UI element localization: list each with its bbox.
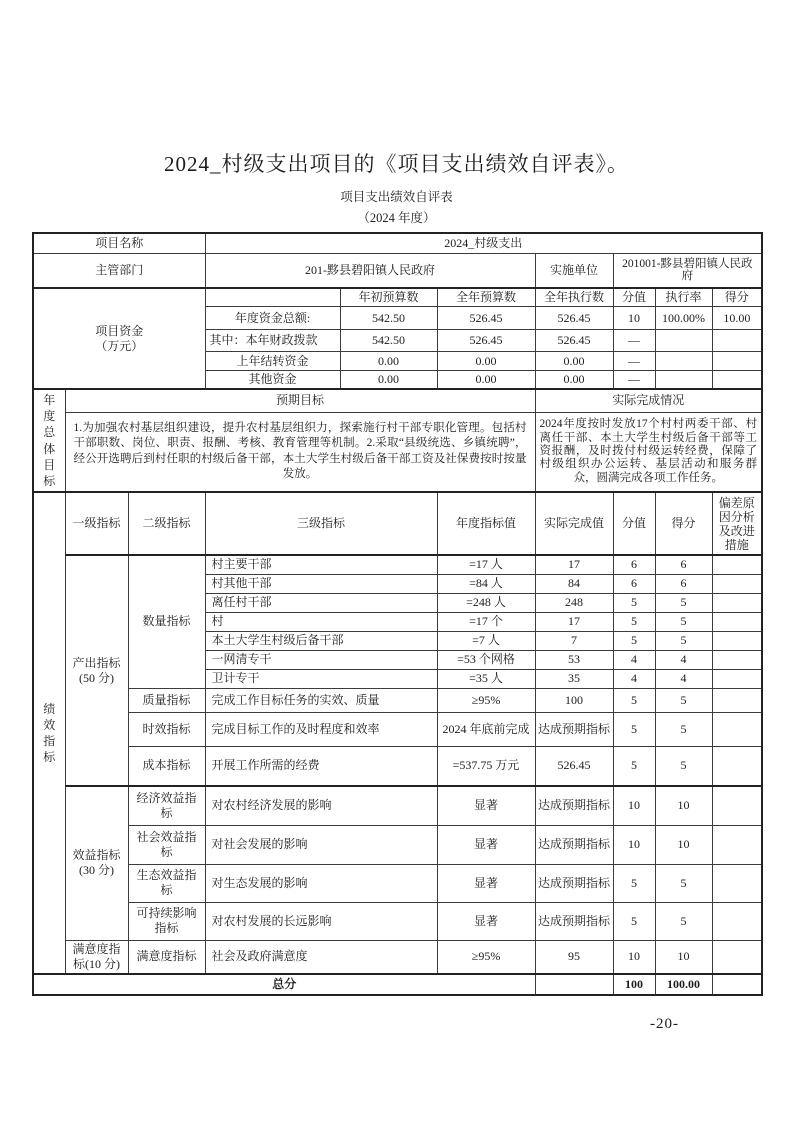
indicator-row: [33, 688, 762, 712]
funding-executed: 0.00: [535, 371, 613, 390]
score: 5: [655, 688, 712, 712]
funding-rate: [655, 352, 712, 371]
funding-section-label: [33, 288, 205, 389]
level3: 本土大学生村级后备干部: [205, 631, 437, 650]
deviation-cell: [712, 574, 762, 593]
weight: 10: [613, 825, 655, 864]
weight: 5: [613, 746, 655, 786]
level3: 村主要干部: [205, 555, 437, 574]
impl-unit-value: 201001-黟县碧阳镇人民政府: [613, 253, 762, 288]
deviation-cell: [712, 650, 762, 669]
funding-executed: 526.45: [535, 330, 613, 352]
document-heading: 2024_村级支出项目的《项目支出绩效自评表》。: [164, 152, 629, 176]
level3: 离任村干部: [205, 593, 437, 612]
funding-header-blank: [205, 288, 340, 307]
col-weight: 分值: [613, 492, 655, 555]
weight: 5: [613, 612, 655, 631]
funding-budget: 0.00: [437, 352, 535, 371]
indicator-row: [33, 746, 762, 786]
col-deviation: 偏差原因分析及改进措施: [712, 492, 762, 555]
weight: 10: [613, 786, 655, 825]
expected-goal-text: 1.为加强农村基层组织建设，提升农村基层组织力，探索施行村干部专职化管理。包括村干部职数、岗位、职责、报酬、考核、教育管理等机制。2.采取“县级统选、乡镇统聘”，经公开选聘后到村任职的村级后备干部，本土大学生村级后备干部工资及社保费按时按量发放。: [65, 412, 535, 492]
funding-row-label: 年度资金总额:: [205, 307, 340, 330]
weight: 5: [613, 631, 655, 650]
funding-rate: [655, 330, 712, 352]
indicator-row: [33, 902, 762, 940]
level3: 对农村发展的长远影响: [205, 902, 437, 940]
actual-value: 达成预期指标: [535, 712, 613, 746]
weight: 4: [613, 669, 655, 688]
level2-social: 社会效益指 标: [128, 825, 205, 864]
deviation-cell: [712, 825, 762, 864]
funding-score: [712, 371, 762, 390]
indicator-row: [33, 786, 762, 825]
deviation-cell: [712, 746, 762, 786]
level3: 卫计专干: [205, 669, 437, 688]
annual-goal-side-label: 年度总体目标: [33, 389, 65, 492]
total-score: 100.00: [655, 974, 712, 995]
score: 5: [655, 631, 712, 650]
target-value: =35 人: [437, 669, 535, 688]
funding-score: 10.00: [712, 307, 762, 330]
level2-sustainable: 可持续影响 指标: [128, 902, 205, 940]
funding-initial: 542.50: [340, 330, 437, 352]
indicator-row: [33, 864, 762, 902]
score: 5: [655, 712, 712, 746]
funding-label-line1: 项目资金: [95, 323, 144, 338]
actual-value: 达成预期指标: [535, 786, 613, 825]
target-value: =84 人: [437, 574, 535, 593]
weight: 5: [613, 688, 655, 712]
col-level3: 三级指标: [205, 492, 437, 555]
target-value: 2024 年底前完成: [437, 712, 535, 746]
level2-quality: 质量指标: [128, 688, 205, 712]
score: 10: [655, 786, 712, 825]
actual-value: 达成预期指标: [535, 864, 613, 902]
level2-satisfaction: 满意度指标: [128, 940, 205, 974]
target-value: =17 人: [437, 555, 535, 574]
level2-quantity: 数量指标: [128, 555, 205, 688]
funding-budget: 526.45: [437, 330, 535, 352]
dept-value: 201-黟县碧阳镇人民政府: [205, 253, 535, 288]
weight: 5: [613, 864, 655, 902]
funding-weight: —: [613, 352, 655, 371]
project-name-label: 项目名称: [33, 233, 205, 253]
level2-timeliness: 时效指标: [128, 712, 205, 746]
indicator-row: [33, 825, 762, 864]
target-value: =7 人: [437, 631, 535, 650]
target-value: 显著: [437, 864, 535, 902]
col-actual: 实际完成值: [535, 492, 613, 555]
funding-col-weight: 分值: [613, 288, 655, 307]
funding-rate: [655, 371, 712, 390]
deviation-cell: [712, 712, 762, 746]
deviation-cell: [712, 786, 762, 825]
col-level2: 二级指标: [128, 492, 205, 555]
funding-budget: 0.00: [437, 371, 535, 390]
actual-value: 达成预期指标: [535, 825, 613, 864]
actual-value: 7: [535, 631, 613, 650]
weight: 10: [613, 940, 655, 974]
funding-row-label: 其他资金: [205, 371, 340, 390]
col-target: 年度指标值: [437, 492, 535, 555]
actual-completion-text: 2024年度按时发放17个村村两委干部、村离任干部、本土大学生村级后备干部等工资报酬，及时拨付村级运转经费，保障了村级组织办公运转、基层活动和服务群众，圆满完成各项工作任务。: [535, 412, 762, 492]
target-value: 显著: [437, 786, 535, 825]
weight: 4: [613, 650, 655, 669]
score: 4: [655, 669, 712, 688]
target-value: ≥95%: [437, 940, 535, 974]
total-label: 总分: [33, 974, 535, 995]
score: 4: [655, 650, 712, 669]
level1-output: 产出指标 (50 分): [65, 555, 128, 786]
indicator-row: [33, 940, 762, 974]
actual-value: 17: [535, 612, 613, 631]
total-row: [33, 974, 762, 995]
target-value: =248 人: [437, 593, 535, 612]
funding-initial: 0.00: [340, 352, 437, 371]
total-actual-blank: [535, 974, 613, 995]
funding-col-year-executed: 全年执行数: [535, 288, 613, 307]
impl-unit-label: 实施单位: [535, 253, 613, 288]
self-evaluation-table: [32, 232, 763, 996]
score: 6: [655, 555, 712, 574]
col-score: 得分: [655, 492, 712, 555]
level3: 社会及政府满意度: [205, 940, 437, 974]
level3: 开展工作所需的经费: [205, 746, 437, 786]
level3: 完成目标工作的及时程度和效率: [205, 712, 437, 746]
page-number: -20-: [650, 1016, 679, 1032]
score: 10: [655, 940, 712, 974]
dept-label: 主管部门: [33, 253, 205, 288]
actual-value: 84: [535, 574, 613, 593]
form-year: （2024 年度）: [357, 211, 436, 225]
actual-value: 248: [535, 593, 613, 612]
weight: 6: [613, 574, 655, 593]
deviation-cell: [712, 688, 762, 712]
level3: 村: [205, 612, 437, 631]
funding-weight: —: [613, 330, 655, 352]
actual-value: 53: [535, 650, 613, 669]
actual-value: 17: [535, 555, 613, 574]
indicator-row: [33, 555, 762, 574]
funding-row-label: 其中：本年财政拨款: [205, 330, 340, 352]
deviation-cell: [712, 902, 762, 940]
funding-rate: 100.00%: [655, 307, 712, 330]
score: 6: [655, 574, 712, 593]
col-level1: 一级指标: [65, 492, 128, 555]
target-value: 显著: [437, 825, 535, 864]
funding-col-year-budget: 全年预算数: [437, 288, 535, 307]
funding-weight: —: [613, 371, 655, 390]
score: 5: [655, 746, 712, 786]
form-title: 项目支出绩效自评表: [340, 190, 453, 204]
weight: 6: [613, 555, 655, 574]
level3: 对生态发展的影响: [205, 864, 437, 902]
performance-side-label: 绩效指标: [33, 492, 65, 974]
funding-weight: 10: [613, 307, 655, 330]
funding-executed: 0.00: [535, 352, 613, 371]
actual-value: 达成预期指标: [535, 902, 613, 940]
level2-cost: 成本指标: [128, 746, 205, 786]
target-value: =17 个: [437, 612, 535, 631]
level3: 对农村经济发展的影响: [205, 786, 437, 825]
score: 5: [655, 612, 712, 631]
target-value: 显著: [437, 902, 535, 940]
level1-satisfaction: 满意度指 标(10 分): [65, 940, 128, 974]
level1-benefit: 效益指标 (30 分): [65, 786, 128, 940]
score: 5: [655, 593, 712, 612]
deviation-cell: [712, 940, 762, 974]
project-name-value: 2024_村级支出: [205, 233, 762, 253]
target-value: =537.75 万元: [437, 746, 535, 786]
funding-score: [712, 330, 762, 352]
deviation-cell: [712, 612, 762, 631]
funding-initial: 0.00: [340, 371, 437, 390]
funding-executed: 526.45: [535, 307, 613, 330]
funding-budget: 526.45: [437, 307, 535, 330]
actual-value: 35: [535, 669, 613, 688]
level3: 一网清专干: [205, 650, 437, 669]
funding-initial: 542.50: [340, 307, 437, 330]
funding-row-label: 上年结转资金: [205, 352, 340, 371]
expected-goal-header: 预期目标: [65, 389, 535, 412]
level2-ecological: 生态效益指 标: [128, 864, 205, 902]
deviation-cell: [712, 555, 762, 574]
funding-score: [712, 352, 762, 371]
total-weight: 100: [613, 974, 655, 995]
indicator-row: [33, 712, 762, 746]
weight: 5: [613, 902, 655, 940]
level2-economic: 经济效益指 标: [128, 786, 205, 825]
actual-completion-header: 实际完成情况: [535, 389, 762, 412]
level3: 村其他干部: [205, 574, 437, 593]
deviation-cell: [712, 593, 762, 612]
score: 5: [655, 864, 712, 902]
total-deviation-blank: [712, 974, 762, 995]
funding-col-initial-budget: 年初预算数: [340, 288, 437, 307]
deviation-cell: [712, 631, 762, 650]
deviation-cell: [712, 669, 762, 688]
weight: 5: [613, 712, 655, 746]
target-value: ≥95%: [437, 688, 535, 712]
funding-col-score: 得分: [712, 288, 762, 307]
score: 5: [655, 902, 712, 940]
score: 10: [655, 825, 712, 864]
funding-label-line2: （万元）: [95, 338, 144, 353]
level3: 对社会发展的影响: [205, 825, 437, 864]
actual-value: 100: [535, 688, 613, 712]
weight: 5: [613, 593, 655, 612]
actual-value: 526.45: [535, 746, 613, 786]
target-value: =53 个网格: [437, 650, 535, 669]
deviation-cell: [712, 864, 762, 902]
funding-col-exec-rate: 执行率: [655, 288, 712, 307]
actual-value: 95: [535, 940, 613, 974]
level3: 完成工作目标任务的实效、质量: [205, 688, 437, 712]
